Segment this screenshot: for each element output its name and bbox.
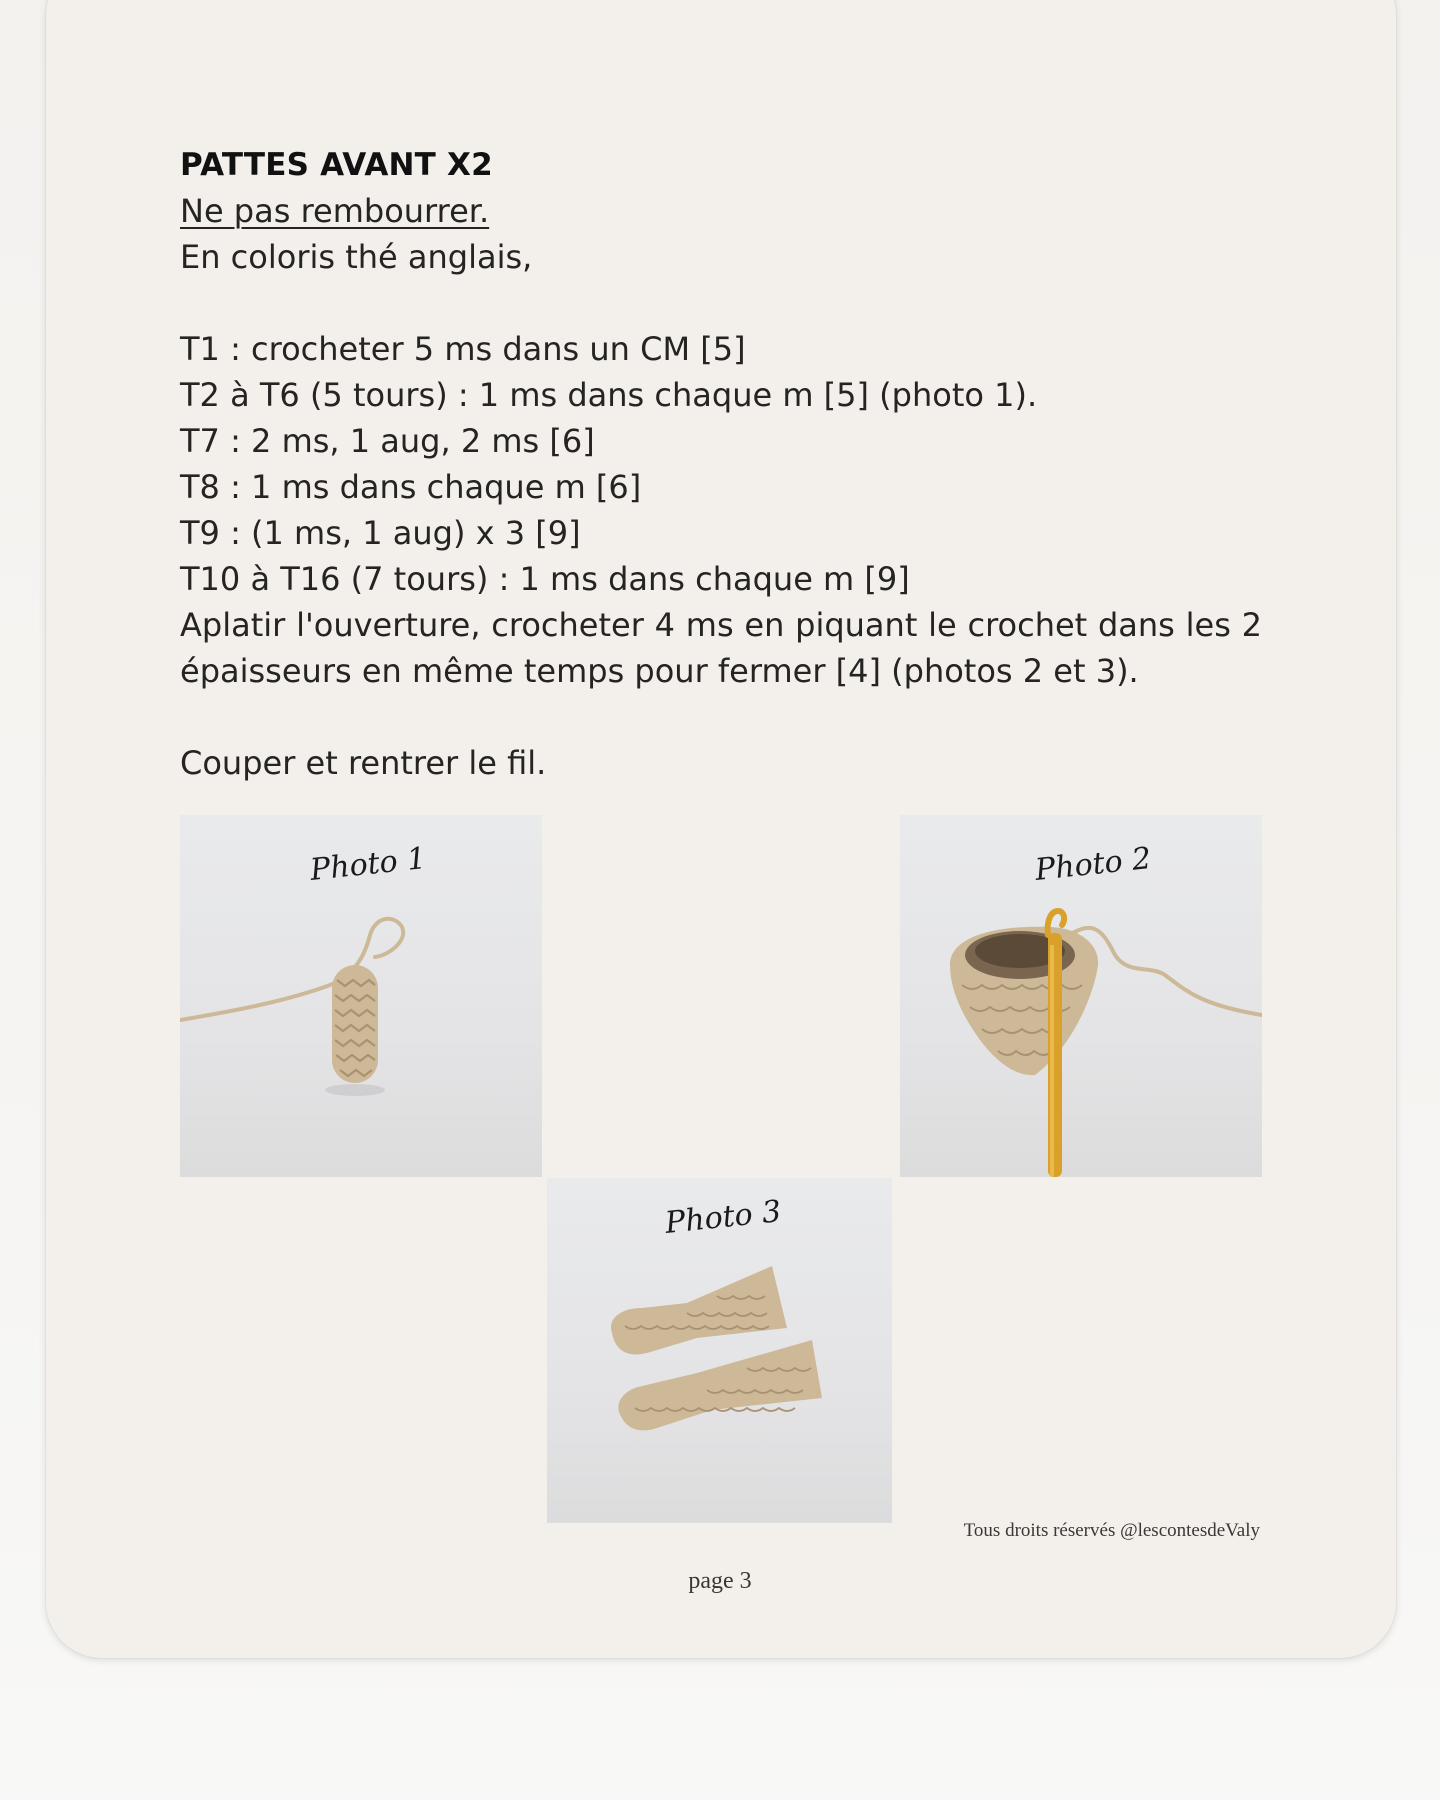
section-heading: PATTES AVANT X2 xyxy=(180,147,493,183)
row-instruction: T9 : (1 ms, 1 aug) x 3 [9] xyxy=(180,514,581,552)
row-instruction: T7 : 2 ms, 1 aug, 2 ms [6] xyxy=(180,422,595,460)
row-instruction: T1 : crocheter 5 ms dans un CM [5] xyxy=(180,330,746,368)
photo-label: Photo 2 xyxy=(1033,841,1153,888)
color-line: En coloris thé anglais, xyxy=(180,238,533,276)
spacer xyxy=(180,280,1262,326)
page-number: page 3 xyxy=(688,1568,752,1594)
photo-1 xyxy=(180,815,542,1177)
pattern-text xyxy=(180,142,1262,786)
stuffing-note: Ne pas rembourrer. xyxy=(180,192,490,230)
photo-2 xyxy=(900,815,1262,1177)
finish-instruction: Couper et rentrer le fil. xyxy=(180,744,547,782)
photo-3 xyxy=(547,1178,892,1523)
copyright-notice: Tous droits réservés @lescontesdeValy xyxy=(963,1520,1260,1541)
row-instruction: T8 : 1 ms dans chaque m [6] xyxy=(180,468,642,506)
spacer xyxy=(180,694,1262,740)
row-instruction: T2 à T6 (5 tours) : 1 ms dans chaque m [5] (photo 1). xyxy=(180,376,1038,414)
row-instruction: T10 à T16 (7 tours) : 1 ms dans chaque m [9] xyxy=(180,560,910,598)
photo-label: Photo 1 xyxy=(308,841,428,888)
photo-label: Photo 3 xyxy=(663,1194,783,1241)
closing-paragraph: Aplatir l'ouverture, crocheter 4 ms en piquant le crochet dans les 2 épaisseurs en même temps pour fermer [4] (photos 2 et 3). xyxy=(180,606,1262,690)
